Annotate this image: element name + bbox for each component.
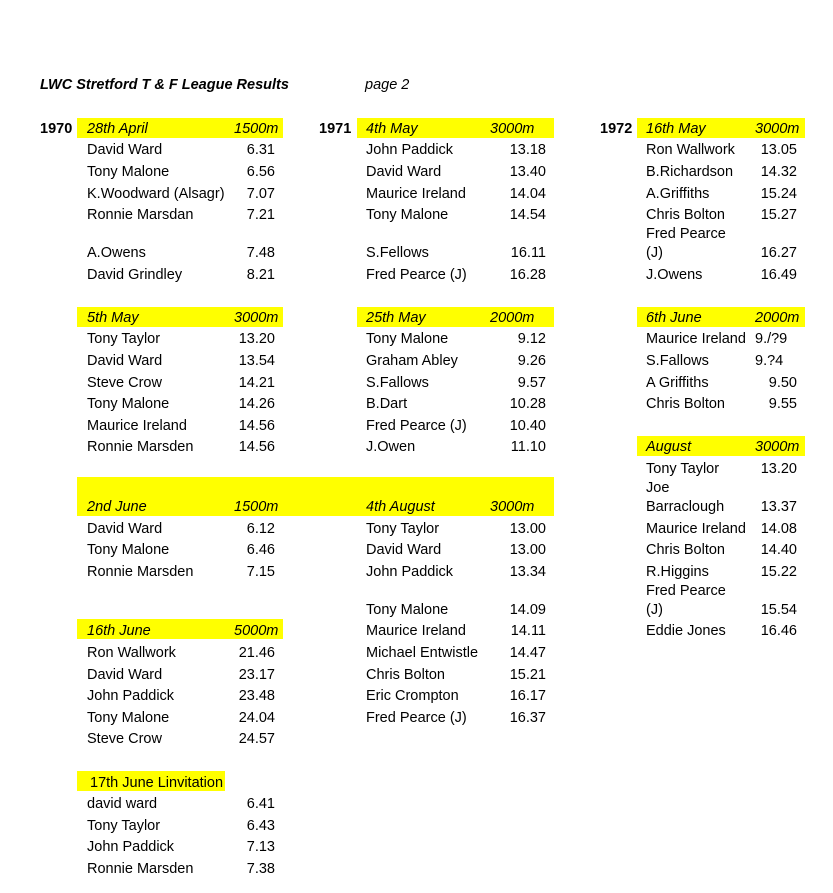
result-time: 24.04 [238,710,275,726]
result-time: 14.04 [509,186,546,202]
result-time: 14.47 [509,645,546,661]
result-name: Tony Malone [366,207,449,223]
result-time: 13.00 [509,521,546,537]
meet-date: 4th August [366,499,435,515]
result-time: 10.28 [509,396,546,412]
meet-event: 3000m [755,439,800,455]
result-name: Fred Pearce [646,226,726,242]
year-label: 1970 [40,121,73,137]
result-name: A Griffiths [646,375,709,391]
result-time: 13.20 [760,461,797,477]
result-name: Maurice Ireland [87,418,187,434]
result-time: 14.11 [510,623,546,639]
result-name: David Ward [366,542,442,558]
result-name: Ronnie Marsden [87,564,194,580]
result-time: 16.17 [509,688,546,704]
result-time: 13.37 [760,499,797,515]
result-time: 14.21 [238,375,275,391]
result-name: David Grindley [87,267,183,283]
result-name: J.Owen [366,439,416,455]
result-time: 9.55 [768,396,797,412]
result-time: 6.43 [246,818,275,834]
result-time: 24.57 [238,731,275,747]
result-time: 13.54 [238,353,275,369]
meet-date: 4th May [366,121,418,137]
result-name: B.Dart [366,396,408,412]
result-name: David Ward [87,521,163,537]
result-time: 14.54 [509,207,546,223]
page-title: LWC Stretford T & F League Results [40,77,289,93]
result-name: John Paddick [366,564,454,580]
year-label: 1972 [600,121,633,137]
result-time: 14.32 [760,164,797,180]
result-name: J.Owens [646,267,703,283]
result-time: 14.40 [760,542,797,558]
result-time: 23.48 [238,688,275,704]
result-name: R.Higgins [646,564,709,580]
result-time: 9.?4 [755,353,784,369]
result-name: S.Fellows [366,245,429,261]
result-time: 16.49 [760,267,797,283]
result-name: Fred Pearce (J) [366,418,467,434]
result-name: Fred Pearce (J) [366,267,467,283]
meet-event: 3000m [234,310,279,326]
meet-date: 16th June [87,623,151,639]
result-time: 15.22 [760,564,797,580]
page-number: page 2 [365,77,410,93]
result-time: 21.46 [238,645,275,661]
result-name: Maurice Ireland [366,623,466,639]
meet-event: 2000m [490,310,535,326]
result-time: 9.57 [517,375,546,391]
result-name: Tony Malone [87,710,170,726]
result-name: Tony Malone [87,396,170,412]
result-name: Fred Pearce [646,583,726,599]
meet-event: 1500m [234,499,279,515]
result-name: Steve Crow [87,375,162,391]
result-time: 15.27 [760,207,797,223]
result-name: Ron Wallwork [87,645,176,661]
result-name: David Ward [366,164,442,180]
result-name: David Ward [87,667,163,683]
result-name: Graham Abley [366,353,458,369]
meet-label: 17th June Linvitation [90,775,224,791]
result-time: 16.28 [509,267,546,283]
meet-event: 3000m [490,499,535,515]
result-time: 6.31 [246,142,275,158]
result-name: Chris Bolton [646,396,725,412]
result-time: 13.20 [238,331,275,347]
result-name: David Ward [87,353,163,369]
meet-event: 2000m [755,310,800,326]
result-name: Joe [646,480,670,496]
result-time: 9.50 [768,375,797,391]
result-time: 6.12 [246,521,275,537]
result-name: A.Griffiths [646,186,710,202]
result-time: 16.37 [509,710,546,726]
meet-event: 3000m [490,121,535,137]
result-time: 7.21 [246,207,275,223]
result-name: Eddie Jones [646,623,726,639]
result-time: 7.48 [246,245,275,261]
result-name: S.Fallows [646,353,709,369]
meet-date: August [646,439,692,455]
result-name: John Paddick [366,142,454,158]
result-name: Ronnie Marsdan [87,207,194,223]
result-time: 6.41 [246,796,275,812]
result-time: 13.05 [760,142,797,158]
result-time: 7.07 [246,186,275,202]
result-name: K.Woodward (Alsagr) [87,186,225,202]
result-name: Maurice Ireland [646,521,746,537]
result-name: Tony Malone [87,542,170,558]
result-name: Fred Pearce (J) [366,710,467,726]
result-name: Steve Crow [87,731,162,747]
meet-event: 5000m [234,623,279,639]
result-time: 9.12 [517,331,546,347]
result-time: 13.00 [509,542,546,558]
result-time: 9.26 [517,353,546,369]
result-name: B.Richardson [646,164,734,180]
result-time: 14.56 [238,439,275,455]
meet-date: 16th May [646,121,706,137]
result-name: A.Owens [87,245,146,261]
result-name: Tony Taylor [87,818,161,834]
result-name: Tony Malone [366,602,449,618]
result-time: 7.15 [246,564,275,580]
result-name: Ron Wallwork [646,142,735,158]
result-name: Tony Taylor [646,461,720,477]
year-label: 1971 [319,121,352,137]
result-time: 14.56 [238,418,275,434]
result-name: david ward [87,796,158,812]
result-time: 7.38 [246,861,275,877]
result-time: 14.08 [760,521,797,537]
result-time: 13.34 [509,564,546,580]
result-name: Barraclough [646,499,725,515]
result-time: 10.40 [509,418,546,434]
result-time: 14.26 [238,396,275,412]
result-name: Maurice Ireland [366,186,466,202]
result-time: 9./?9 [755,331,788,347]
result-name: Chris Bolton [646,542,725,558]
result-time: 15.54 [760,602,797,618]
meet-event: 1500m [234,121,279,137]
result-name: Chris Bolton [366,667,445,683]
result-name: John Paddick [87,839,175,855]
result-time: 13.40 [509,164,546,180]
meet-date: 25th May [366,310,426,326]
result-name: Tony Malone [366,331,449,347]
meet-event: 3000m [755,121,800,137]
result-time: 11.10 [510,439,546,455]
meet-date: 2nd June [87,499,147,515]
highlight-band [77,477,554,516]
result-time: 16.27 [760,245,797,261]
result-time: 23.17 [238,667,275,683]
result-name: S.Fallows [366,375,429,391]
meet-date: 28th April [87,121,148,137]
result-name: Michael Entwistle [366,645,479,661]
result-time: 15.21 [509,667,546,683]
meet-date: 6th June [646,310,702,326]
result-name: Tony Taylor [87,331,161,347]
result-time: 16.11 [510,245,546,261]
meet-date: 5th May [87,310,139,326]
result-time: 8.21 [246,267,275,283]
result-name: David Ward [87,142,163,158]
result-name: Chris Bolton [646,207,725,223]
result-time: 13.18 [509,142,546,158]
result-time: 6.46 [246,542,275,558]
result-name: Ronnie Marsden [87,439,194,455]
result-time: 14.09 [509,602,546,618]
result-name: Tony Taylor [366,521,440,537]
result-name: Maurice Ireland [646,331,746,347]
result-name: Tony Malone [87,164,170,180]
result-time: 7.13 [246,839,275,855]
result-name: John Paddick [87,688,175,704]
result-name: Ronnie Marsden [87,861,194,877]
result-name: (J) [646,245,663,261]
result-name: (J) [646,602,663,618]
result-time: 6.56 [246,164,275,180]
result-name: Eric Crompton [366,688,459,704]
result-time: 15.24 [760,186,797,202]
result-time: 16.46 [760,623,797,639]
